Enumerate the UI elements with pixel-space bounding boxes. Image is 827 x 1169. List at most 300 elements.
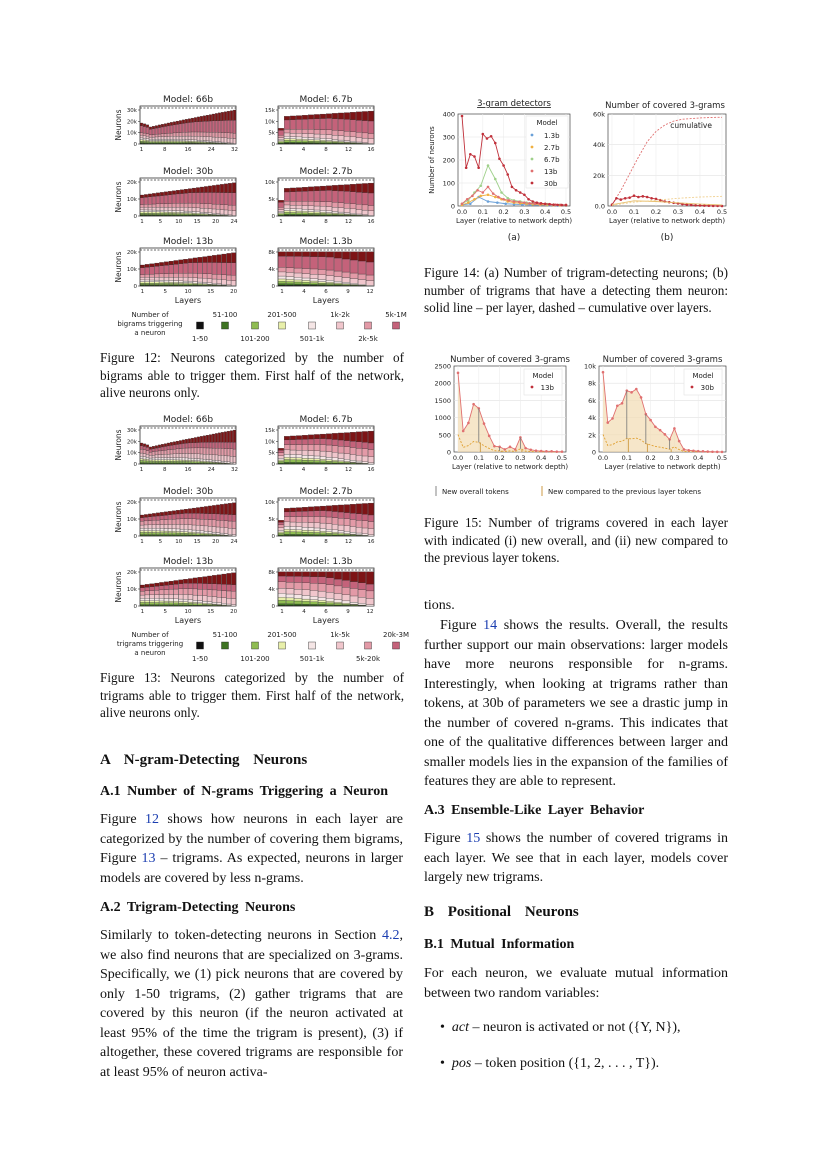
fig12-panel-3-bar-segment xyxy=(290,192,296,201)
fig12-panel-0-bar-segment xyxy=(176,141,179,142)
fig13-panel-3-bar-segment xyxy=(326,535,332,536)
fig12-panel-3-bar-segment xyxy=(302,206,308,210)
fig13-panel-0-bar-segment xyxy=(206,462,209,463)
fig12-panel-5-bar-segment xyxy=(350,260,358,273)
fig12-panel-0-bar-segment xyxy=(167,123,170,126)
fig12-panel-2-title: Model: 30b xyxy=(162,167,214,177)
fig13-panel-5-bar-segment xyxy=(326,601,334,603)
fig12-panel-1-bar-segment xyxy=(290,129,296,133)
figure-12-link[interactable]: 12 xyxy=(144,812,159,827)
fig13-panel-0-bar-segment xyxy=(230,456,233,462)
fig12-panel-0-bar-segment xyxy=(140,141,143,142)
fig12-panel-5-xtick-label: 9 xyxy=(346,289,350,295)
fig12-panel-2-bar-segment xyxy=(224,205,228,210)
fig13-panel-4-bar-segment xyxy=(179,602,183,603)
fig15b-line-point xyxy=(630,391,633,394)
fig13-panel-1-bar-segment xyxy=(320,445,326,452)
fig13-panel-0-bar-segment xyxy=(161,463,164,464)
fig13-panel-0-bar-segment xyxy=(146,459,149,461)
fig13-panel-2-bar-segment xyxy=(204,531,208,533)
fig12-panel-5-bar-segment xyxy=(294,284,302,285)
fig12-panel-4-bar-segment xyxy=(140,282,144,283)
fig12-panel-4-bar-segment xyxy=(198,257,202,262)
fig12-panel-1-bar-segment xyxy=(338,119,344,131)
fig12-panel-0-bar-segment xyxy=(164,124,167,127)
fig12-panel-2-bar-segment xyxy=(176,190,180,194)
fig12-panel-4-bar-segment xyxy=(140,275,144,278)
fig12-panel-4-bar-segment xyxy=(140,277,144,280)
fig12-panel-1-bar-segment xyxy=(362,111,368,120)
fig13-panel-1-bar-segment xyxy=(284,460,290,463)
fig13-panel-0-bar-segment xyxy=(143,444,146,447)
fig14b-per-layer-line-point xyxy=(690,204,693,207)
r1-text-pre: Figure xyxy=(440,618,484,633)
fig13-panel-2-bar-segment xyxy=(160,512,164,515)
fig12-panel-0-bar-segment xyxy=(233,139,236,144)
fig12-panel-1-bar-segment xyxy=(278,141,284,142)
fig12-panel-0-bar-segment xyxy=(197,117,200,122)
fig13-panel-1-bar-segment xyxy=(338,453,344,459)
fig13-panel-0-bar-segment xyxy=(203,462,206,463)
fig12-panel-0-bar-segment xyxy=(164,137,167,140)
fig12-panel-5-ytick-label: 4k xyxy=(268,267,275,273)
fig12-panel-3-bar-segment xyxy=(332,202,338,207)
fig13-panel-2 xyxy=(114,487,238,545)
fig13-panel-0-bar-segment xyxy=(161,461,164,463)
fig14a-legend-label: 6.7b xyxy=(544,156,560,164)
fig12-panel-1-bar-segment xyxy=(314,138,320,140)
fig13-panel-2-bar-segment xyxy=(176,510,180,514)
fig13-panel-3-bar-segment xyxy=(326,511,332,517)
figure-14-caption: Figure 14: (a) Number of trigram-detecting neurons; (b) number of trigrams that have a detecting them neuron: solid line – per layer, dashed – cumulative over layers. xyxy=(424,265,728,315)
fig13-panel-0-xtick-label: 8 xyxy=(163,467,167,473)
fig13-panel-2-bar-segment xyxy=(148,535,152,536)
fig13-panel-0-bar-segment xyxy=(140,449,143,453)
fig12-panel-0-bar-segment xyxy=(149,139,152,140)
fig12-panel-5-ytick-label: 8k xyxy=(268,250,275,256)
fig14a-series-6.7b-point xyxy=(506,197,509,200)
figure-15-link[interactable]: 15 xyxy=(466,831,481,846)
fig13-panel-0-bar-segment xyxy=(209,454,212,459)
fig12-panel-0-bar-segment xyxy=(173,122,176,125)
fig12-legend-label: 501-1k xyxy=(299,335,325,343)
fig13-panel-2-xtick-label: 10 xyxy=(175,539,183,545)
fig13-panel-2-bar-segment xyxy=(144,517,148,521)
fig12-panel-3-bar-segment xyxy=(302,201,308,205)
fig12-panel-2-bar-segment xyxy=(192,203,196,207)
fig13-panel-4-bar-segment xyxy=(150,584,154,587)
fig12-panel-5-bar-segment xyxy=(358,274,366,279)
fig13-panel-2-bar-segment xyxy=(148,514,152,517)
fig12-legend-label: 1-50 xyxy=(192,335,208,343)
fig12-panel-2-bar-segment xyxy=(232,205,236,210)
fig15a-line-point xyxy=(493,445,496,448)
fig14a-series-30b-point xyxy=(511,186,514,189)
fig12-panel-0-bar-segment xyxy=(182,136,185,139)
fig13-panel-4-bar-segment xyxy=(164,601,168,603)
fig13-panel-4-bar-segment xyxy=(145,595,149,598)
fig13-panel-3-bar-segment xyxy=(350,532,356,534)
fig14a-series-30b-point xyxy=(556,204,559,207)
fig12-panel-2-bar-segment xyxy=(164,204,168,208)
fig12-panel-0-bar-segment xyxy=(182,123,185,132)
fig12-panel-3-bar-segment xyxy=(344,191,350,203)
fig13-panel-1-bar-segment xyxy=(320,434,326,438)
fig13-panel-4-xtick-label: 1 xyxy=(140,609,145,615)
fig12-panel-5-bar-segment xyxy=(334,252,342,258)
fig13-panel-0-bar-segment xyxy=(221,455,224,461)
fig13-panel-2-bar-segment xyxy=(180,524,184,529)
fig13-panel-0-bar-segment xyxy=(164,446,167,450)
fig13-panel-4-bar-segment xyxy=(227,573,231,584)
fig12-panel-4-bar-segment xyxy=(179,284,183,285)
fig12-panel-2-bar-segment xyxy=(204,186,208,192)
fig12-panel-0-bar-segment xyxy=(176,133,179,137)
fig12-panel-2-bar-segment xyxy=(228,210,232,215)
fig13-panel-2-bar-segment xyxy=(140,515,144,518)
fig14a-ytick-label: 300 xyxy=(442,133,455,142)
fig12-panel-2-xtick-label: 20 xyxy=(212,219,220,225)
fig13-panel-0-bar-segment xyxy=(203,459,206,461)
fig12-panel-0-bar-segment xyxy=(143,138,146,140)
fig13-panel-2-bar-segment xyxy=(180,532,184,533)
fig12-panel-5-bar-segment xyxy=(278,272,286,276)
fig13-panel-0-bar-segment xyxy=(170,460,173,461)
fig13-panel-5-bar-segment xyxy=(310,604,318,605)
fig13-panel-1-bar-segment xyxy=(290,440,296,445)
fig13-panel-0-bar-segment xyxy=(194,458,197,460)
fig12-panel-4-bar-segment xyxy=(155,274,159,277)
fig12-panel-5-bar-segment xyxy=(350,283,358,284)
fig13-panel-0-bar-segment xyxy=(155,461,158,463)
fig13-panel-1-bar-segment xyxy=(332,458,338,460)
fig12-panel-2-bar-segment xyxy=(220,210,224,214)
fig13-panel-1-bar-segment xyxy=(278,460,284,461)
fig13-panel-5-bar-segment xyxy=(326,585,334,593)
fig12-panel-3-bar-segment xyxy=(296,214,302,215)
fig12-panel-1-bar-segment xyxy=(320,118,326,129)
fig12-panel-2-bar-segment xyxy=(180,213,184,214)
fig12-panel-0-bar-segment xyxy=(194,142,197,143)
fig13-panel-0-bar-segment xyxy=(194,461,197,462)
fig13-panel-5-bar-segment xyxy=(350,596,358,602)
fig13-panel-1-bar-segment xyxy=(362,442,368,449)
fig13-panel-2-xtick-label: 5 xyxy=(158,539,163,545)
fig13-panel-0-bar-segment xyxy=(140,456,143,458)
fig12-panel-0-bar-segment xyxy=(173,142,176,143)
fig12-panel-4-bar-segment xyxy=(193,263,197,274)
fig12-panel-4-bar-segment xyxy=(174,282,178,283)
fig13-panel-4-bar-segment xyxy=(169,599,173,602)
fig12-panel-2-bar-segment xyxy=(144,210,148,212)
fig13-panel-0-bar-segment xyxy=(203,461,206,462)
section-a2-heading: A.2 Trigram-Detecting Neurons xyxy=(100,900,296,915)
fig13-panel-1-bar-segment xyxy=(338,462,344,463)
fig13-panel-0-bar-segment xyxy=(161,451,164,455)
fig13-panel-4-bar-segment xyxy=(159,590,163,595)
fig13-panel-1-bar-segment xyxy=(302,455,308,458)
fig12-panel-0-bar-segment xyxy=(158,139,161,140)
section-4-2-link[interactable]: 4.2 xyxy=(382,928,400,943)
fig13-legend-swatch xyxy=(197,642,204,649)
fig13-panel-0-bar-segment xyxy=(170,442,173,445)
fig12-panel-3-bar-segment xyxy=(320,213,326,214)
fig13-panel-4-bar-segment xyxy=(227,591,231,598)
fig13-panel-2-bar-segment xyxy=(196,513,200,519)
fig12-panel-3-bar-segment xyxy=(350,192,356,204)
fig12-panel-4-bar-segment xyxy=(198,284,202,285)
fig12-panel-0-bar-segment xyxy=(146,134,149,137)
fig13-panel-4-ytick-label: 10k xyxy=(126,587,137,593)
fig13-panel-3-bar-segment xyxy=(296,517,302,523)
fig12-panel-2-bar-segment xyxy=(176,203,180,207)
fig12-panel-4-bar-segment xyxy=(203,262,207,273)
fig12-panel-0-bar-segment xyxy=(155,134,158,137)
fig14a-xlabel: Layer (relative to network depth) xyxy=(455,217,573,225)
fig13-panel-4-bar-segment xyxy=(207,584,211,590)
fig13-panel-5-bar-segment xyxy=(342,603,350,604)
fig12-panel-2-bar-segment xyxy=(220,214,224,215)
fig13-panel-1-bar-segment xyxy=(362,456,368,462)
fig12-panel-5-bar-segment xyxy=(318,252,326,257)
fig12-panel-3-bar-segment xyxy=(296,211,302,213)
fig12-panel-2-bar-segment xyxy=(216,204,220,209)
fig12-panel-4-bar-segment xyxy=(150,264,154,267)
fig12-panel-4-bar-segment xyxy=(183,259,187,263)
fig13-panel-3-bar-segment xyxy=(320,535,326,536)
fig13-panel-5-bar-segment xyxy=(302,576,310,582)
fig12-panel-5-bar-segment xyxy=(358,284,366,285)
fig12-panel-2-bar-segment xyxy=(148,204,152,207)
figure-13-link[interactable]: 13 xyxy=(141,851,156,866)
fig13-panel-3-bar-segment xyxy=(302,507,308,511)
fig12-panel-3-title: Model: 2.7b xyxy=(299,167,353,177)
fig13-panel-4-bar-segment xyxy=(217,590,221,597)
fig13-panel-4-bar-segment xyxy=(217,597,221,603)
fig13-panel-5-bar-segment xyxy=(342,595,350,601)
fig13-panel-0-bar-segment xyxy=(152,460,155,461)
fig14a-series-13b-point xyxy=(471,195,474,198)
fig12-panel-1-bar-segment xyxy=(356,137,362,142)
fig13-panel-2-bar-segment xyxy=(204,514,208,520)
fig13-panel-3-ytick-label: 10k xyxy=(264,500,275,506)
fig13-panel-1-bar-segment xyxy=(320,463,326,464)
fig12-panel-4-bar-segment xyxy=(159,262,163,265)
fig12-panel-4-bar-segment xyxy=(203,257,207,263)
fig12-panel-2-bar-segment xyxy=(152,212,156,213)
fig12-panel-4-bar-segment xyxy=(212,262,216,274)
fig12-panel-1-bar-segment xyxy=(338,136,344,140)
fig12-panel-5-bar-segment xyxy=(286,282,294,284)
fig12-panel-4-bar-segment xyxy=(155,280,159,282)
fig13-panel-1-bar-segment xyxy=(302,439,308,444)
fig13-panel-4-bar-segment xyxy=(145,587,149,591)
fig12-panel-4-bar-segment xyxy=(231,253,235,263)
fig13-panel-0-bar-segment xyxy=(176,458,179,460)
fig13-panel-5-bar-segment xyxy=(334,593,342,599)
fig13-panel-4-bar-segment xyxy=(174,584,178,589)
fig12-panel-2-ytick-label: 10k xyxy=(126,197,137,203)
fig12-panel-5-bar-segment xyxy=(310,281,318,283)
fig12-legend-swatch xyxy=(279,322,286,329)
fig13-panel-1-bar-segment xyxy=(290,454,296,457)
fig12-panel-1-bar-segment xyxy=(296,119,302,129)
fig12-panel-0-bar-segment xyxy=(221,138,224,142)
fig12-panel-0-bar-segment xyxy=(146,140,149,141)
fig13-panel-2-bar-segment xyxy=(144,532,148,534)
fig12-panel-0-bar-segment xyxy=(155,126,158,128)
fig13-panel-0-bar-segment xyxy=(143,454,146,457)
fig13-panel-0-bar-segment xyxy=(185,458,188,460)
fig12-panel-3-bar-segment xyxy=(314,213,320,214)
fig12-panel-0-bar-segment xyxy=(218,132,221,137)
figure-14 xyxy=(424,96,734,246)
fig13-panel-0-bar-segment xyxy=(164,461,167,463)
fig13-panel-5-bar-segment xyxy=(318,605,326,606)
fig13-panel-2-bar-segment xyxy=(176,535,180,536)
fig15b-xlabel: Layer (relative to network depth) xyxy=(604,463,721,471)
fig13-panel-0-bar-segment xyxy=(161,458,164,460)
fig13-panel-1-bar-segment xyxy=(338,446,344,453)
fig12-panel-3-bar-segment xyxy=(296,201,302,205)
fig12-panel-4-bar-segment xyxy=(188,277,192,281)
fig12-panel-0-bar-segment xyxy=(194,132,197,136)
fig12-panel-4-bar-segment xyxy=(227,275,231,280)
fig13-panel-5-bar-segment xyxy=(318,591,326,597)
section-a3-paragraph xyxy=(424,829,728,888)
fig13-panel-1-bar-segment xyxy=(296,436,302,440)
fig12-panel-4-bar-segment xyxy=(207,256,211,262)
fig13-panel-4-bar-segment xyxy=(140,605,144,606)
fig12-panel-4-bar-segment xyxy=(159,285,163,286)
fig12-panel-4-bar-segment xyxy=(150,277,154,280)
fig12-panel-0-bar-segment xyxy=(191,140,194,141)
fig12-panel-3-bar-segment xyxy=(338,185,344,191)
fig13-panel-4-bar-segment xyxy=(150,591,154,595)
fig12-panel-4-bar-segment xyxy=(183,284,187,285)
fig13-panel-0-bar-segment xyxy=(218,448,221,455)
fig13-panel-5-bar-segment xyxy=(302,590,310,596)
fig12-panel-2-bar-segment xyxy=(208,209,212,213)
fig13-panel-2-bar-segment xyxy=(148,528,152,531)
fig12-panel-4-bar-segment xyxy=(193,258,197,263)
fig12-panel-2-bar-segment xyxy=(164,192,168,195)
fig13-panel-4-bar-segment xyxy=(217,603,221,605)
fig12-panel-1-bar-segment xyxy=(278,128,284,130)
fig14b-per-layer-line-point xyxy=(633,194,636,197)
fig14b-per-layer-line-point xyxy=(699,204,702,207)
fig13-panel-0-bar-segment xyxy=(218,461,221,463)
fig13-panel-0-bar-segment xyxy=(155,448,158,451)
fig12-panel-1-bar-segment xyxy=(320,140,326,141)
fig13-panel-3-bar-segment xyxy=(338,534,344,535)
fig13-panel-3-xtick-label: 8 xyxy=(324,539,328,545)
fig13-panel-0-bar-segment xyxy=(155,458,158,460)
fig13-panel-3-bar-segment xyxy=(302,522,308,527)
fig12-panel-1-bar-segment xyxy=(344,141,350,142)
fig13-panel-2-bar-segment xyxy=(188,519,192,525)
fig12-panel-4-bar-segment xyxy=(164,283,168,284)
fig13-panel-1-bar-segment xyxy=(314,456,320,459)
fig13-panel-3-bar-segment xyxy=(368,522,374,529)
fig13-panel-0-bar-segment xyxy=(227,431,230,442)
fig13-panel-5-bar-segment xyxy=(334,600,342,603)
fig13-panel-3-bar-segment xyxy=(338,525,344,531)
fig13-panel-0-bar-segment xyxy=(203,442,206,448)
fig12-panel-1-bar-segment xyxy=(314,114,320,118)
fig13-panel-3-bar-segment xyxy=(314,533,320,535)
figure-14-link[interactable]: 14 xyxy=(483,618,498,633)
fig13-panel-2-bar-segment xyxy=(180,510,184,514)
fig13-panel-4-bar-segment xyxy=(169,589,173,594)
fig13-panel-2-bar-segment xyxy=(232,535,236,536)
fig12-panel-4-bar-segment xyxy=(179,282,183,283)
fig12-panel-0-bar-segment xyxy=(179,133,182,137)
fig13-panel-2-bar-segment xyxy=(172,514,176,519)
fig13-panel-1-bar-segment xyxy=(320,451,326,456)
fig12-panel-4-bar-segment xyxy=(207,262,211,273)
fig14b-xtick-label: 0.2 xyxy=(650,208,662,216)
fig12-panel-3-bar-segment xyxy=(332,207,338,211)
fig13-panel-2-bar-segment xyxy=(172,519,176,524)
fig12-panel-0-bar-segment xyxy=(194,140,197,141)
fig13-panel-4-bar-segment xyxy=(155,598,159,601)
fig13-panel-3-bar-segment xyxy=(338,518,344,525)
fig12-panel-1-bar-segment xyxy=(302,137,308,139)
fig12-panel-1-bar-segment xyxy=(308,138,314,140)
fig13-panel-1-bar-segment xyxy=(332,439,338,445)
fig12-panel-2-bar-segment xyxy=(208,213,212,214)
fig12-panel-5-bar-segment xyxy=(310,269,318,274)
fig15b-xtick-label: 0.3 xyxy=(669,454,680,462)
fig12-panel-4-bar-segment xyxy=(174,277,178,280)
fig15a-ytick-label: 2000 xyxy=(434,379,451,388)
fig12-panel-4-bar-segment xyxy=(140,283,144,284)
fig13-panel-0-bar-segment xyxy=(194,462,197,463)
fig12-panel-5-bar-segment xyxy=(278,279,286,281)
fig13-panel-3-bar-segment xyxy=(320,506,326,510)
fig12-legend-swatch xyxy=(365,322,372,329)
fig13-panel-4-bar-segment xyxy=(179,603,183,605)
fig12-panel-0-bar-segment xyxy=(218,142,221,143)
fig13-panel-3-bar-segment xyxy=(344,534,350,535)
fig12-panel-3-bar-segment xyxy=(308,201,314,205)
fig13-panel-2-xtick-label: 20 xyxy=(212,539,220,545)
fig12-panel-2-bar-segment xyxy=(164,207,168,210)
fig12-panel-2-bar-segment xyxy=(228,193,232,205)
fig13-panel-3-bar-segment xyxy=(308,507,314,511)
fig13-panel-3-bar-segment xyxy=(356,533,362,535)
fig12-panel-3-bar-segment xyxy=(284,188,290,192)
fig13-panel-4-bar-segment xyxy=(164,585,168,589)
fig14b-per-layer-line-point xyxy=(650,197,653,200)
fig13-legend xyxy=(117,631,409,663)
fig13-panel-4-bar-segment xyxy=(159,586,163,590)
fig12-panel-0-bar-segment xyxy=(146,136,149,138)
fig13-panel-0-bar-segment xyxy=(191,438,194,443)
fig15a-title: Number of covered 3-grams xyxy=(450,355,570,365)
fig13-panel-3-bar-segment xyxy=(290,517,296,522)
fig12-panel-5-bar-segment xyxy=(294,256,302,268)
fig12-panel-4-ytick-label: 0 xyxy=(133,284,137,290)
fig12-panel-4-bar-segment xyxy=(217,255,221,263)
fig12-panel-0-bar-segment xyxy=(146,127,149,133)
fig13-panel-0-bar-segment xyxy=(182,458,185,460)
fig12-panel-5-bar-segment xyxy=(286,277,294,280)
fig13-panel-4-bar-segment xyxy=(140,591,144,595)
fig13-panel-2-bar-segment xyxy=(152,513,156,516)
fig12-panel-1-bar-segment xyxy=(368,121,374,134)
